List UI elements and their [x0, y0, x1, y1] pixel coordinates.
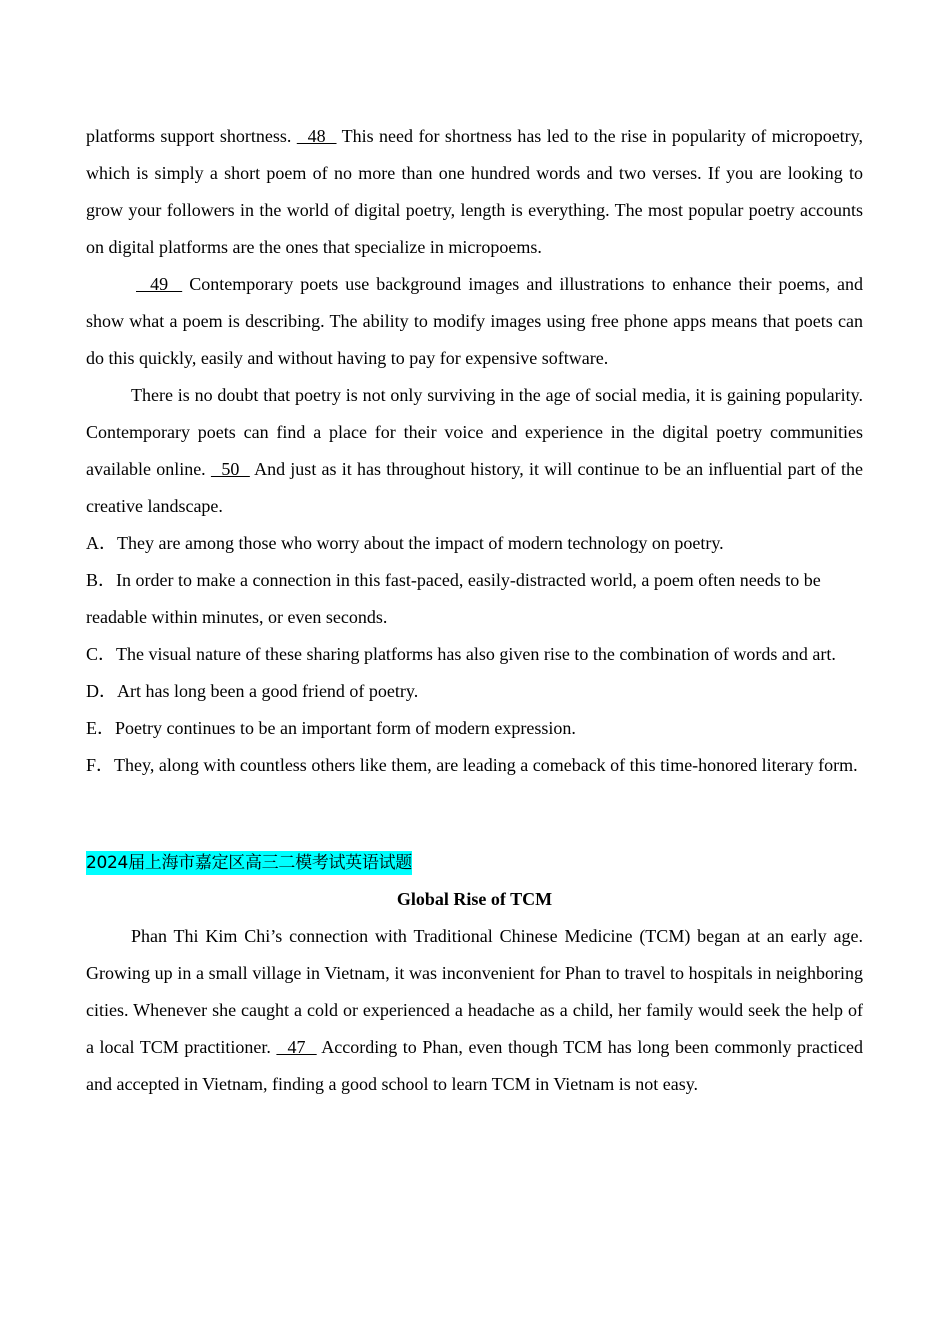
option-text: Poetry continues to be an important form of modern expression. [115, 718, 576, 738]
paragraph-phan [86, 918, 863, 1103]
source-highlight: 2024届上海市嘉定区高三二模考试英语试题 [86, 853, 412, 873]
option-label: C． [86, 644, 117, 664]
option-c [86, 636, 863, 673]
blank-48: 48 [296, 126, 337, 146]
passage-title: Global Rise of TCM [396, 889, 553, 909]
option-text: In order to make a connection in this fast-paced, easily-distracted world, a poem often needs to be readable within minutes, or even seconds. [86, 570, 821, 627]
paragraph-text: There is no doubt that poetry is not only surviving in the age of social media, it is gaining popularity. Contemporary poets can find a place for their voice and experience in the digital poetry communities available online. [86, 385, 863, 479]
section-gap [86, 784, 863, 844]
paragraph-conclusion [86, 377, 863, 525]
option-f [86, 747, 863, 784]
blank-50: 50 [210, 459, 250, 479]
option-e [86, 710, 863, 747]
paragraph-text: platforms support shortness. [86, 126, 297, 146]
paragraph-text: Contemporary poets use background images and illustrations to enhance their poems, and show what a poem is describing. The ability to modify images using free phone apps means that poets can do this quickly, easily and without having to pay for expensive software. [86, 274, 864, 368]
option-a [86, 525, 863, 562]
option-label: D． [86, 681, 117, 701]
paragraph-micropoetry [86, 118, 863, 266]
option-label: E． [86, 718, 115, 738]
option-text: They, along with countless others like them, are leading a comeback of this time-honored literary form. [114, 755, 858, 775]
blank-47: 47 [276, 1037, 317, 1057]
paragraph-text: This need for shortness has led to the rise in popularity of micropoetry, which is simply a short poem of no more than one hundred words and two verses. If you are looking to grow your followers in the world of digital poetry, length is everything. The most popular poetry accounts on digital platforms are the ones that specialize in micropoems. [86, 126, 864, 257]
paragraph-text: And just as it has throughout history, it will continue to be an influential part of the creative landscape. [86, 459, 864, 516]
source-line [86, 844, 863, 881]
option-label: B． [86, 570, 117, 590]
option-d [86, 673, 863, 710]
option-text: They are among those who worry about the impact of modern technology on poetry. [117, 533, 724, 553]
option-label: A． [86, 533, 117, 553]
option-b [86, 562, 863, 636]
paragraph-visual-art [86, 266, 863, 377]
paragraph-text: According to Phan, even though TCM has long been commonly practiced and accepted in Vietnam, finding a good school to learn TCM in Vietnam is not easy. [86, 1037, 864, 1094]
option-text: The visual nature of these sharing platforms has also given rise to the combination of words and art. [116, 644, 836, 664]
paragraph-text: Phan Thi Kim Chi’s connection with Traditional Chinese Medicine (TCM) began at an early age. Growing up in a small village in Vietnam, it was inconvenient for Phan to travel to hospitals in neighboring cities. Whenever she caught a cold or experienced a headache as a child, her family would seek the help of a local TCM practitioner. [86, 926, 863, 1057]
option-label: F． [86, 755, 115, 775]
document-page [86, 118, 863, 1103]
option-text: Art has long been a good friend of poetry. [117, 681, 419, 701]
blank-49: 49 [136, 274, 183, 294]
